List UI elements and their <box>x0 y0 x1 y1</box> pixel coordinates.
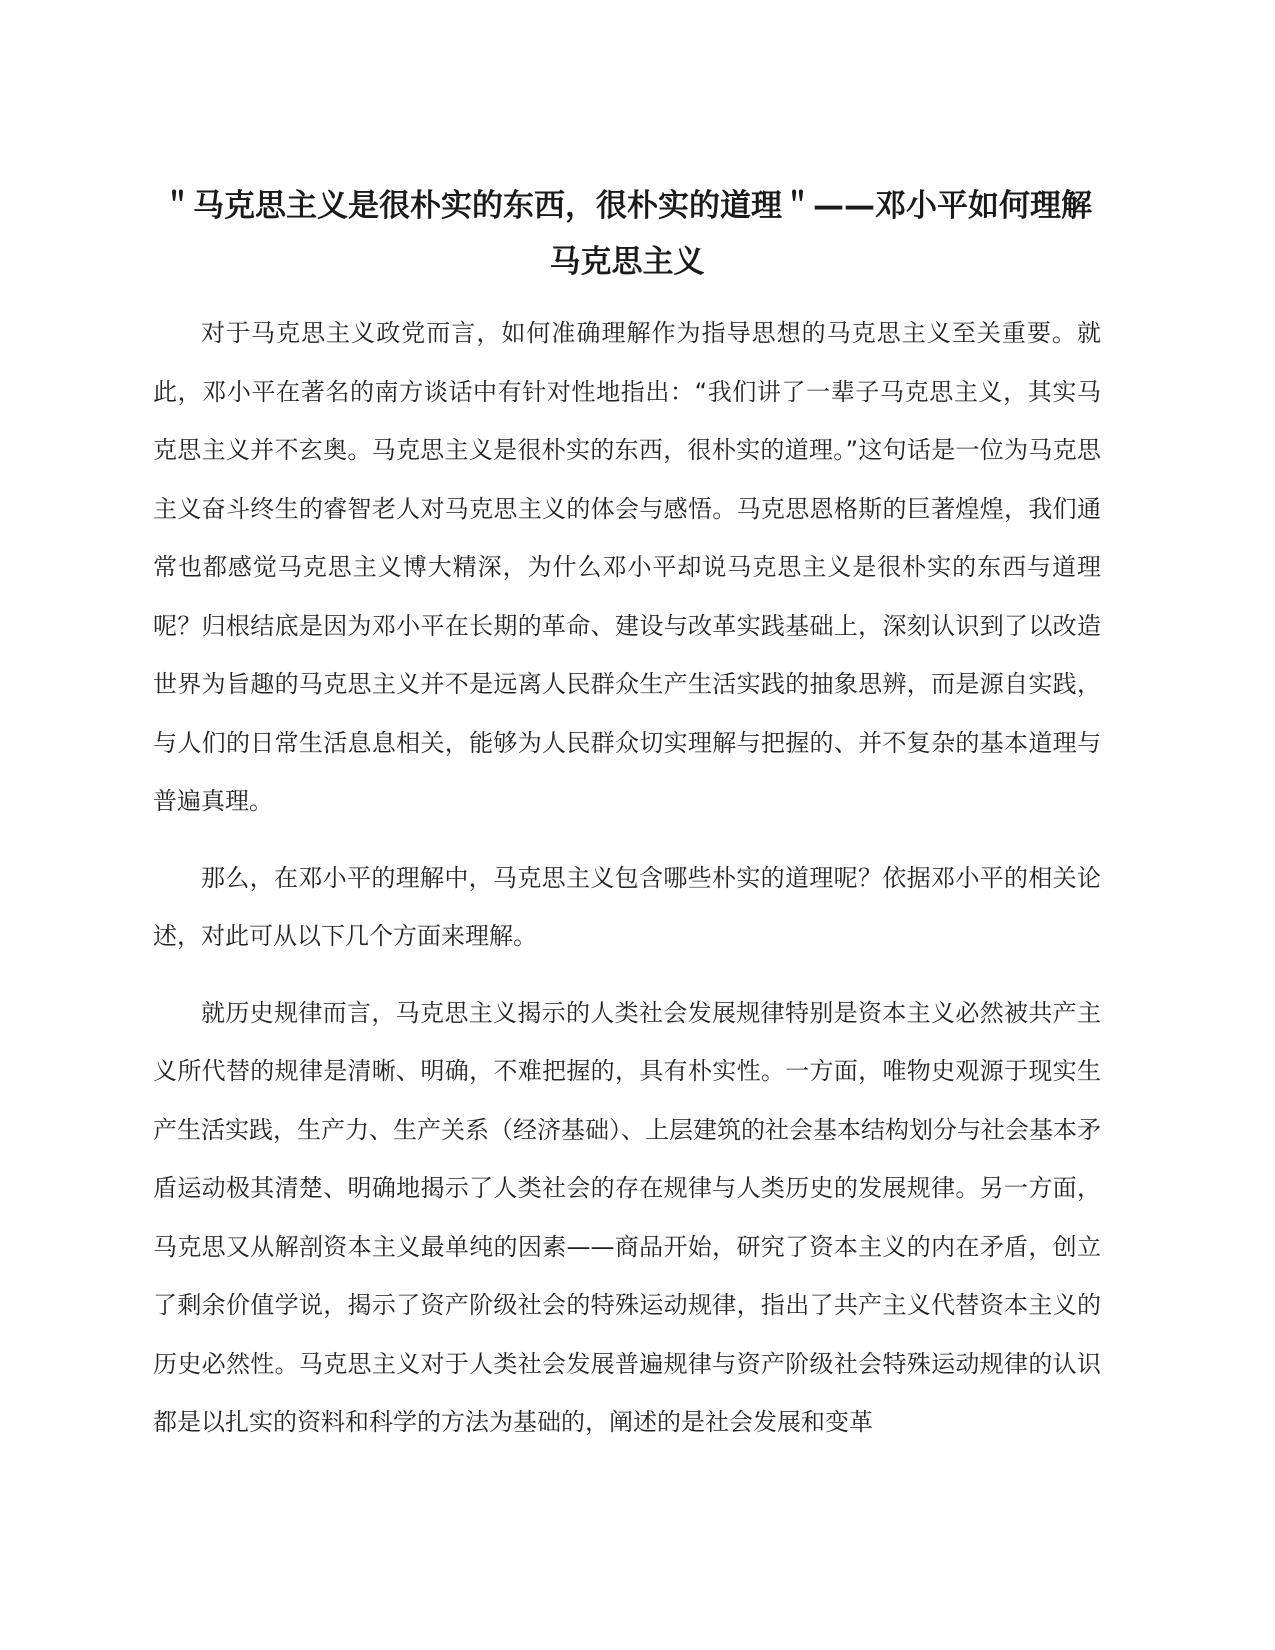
paragraph-historical-law: 就历史规律而言，马克思主义揭示的人类社会发展规律特别是资本主义必然被共产主义所代替的规律是清晰、明确，不难把握的，具有朴实性。一方面，唯物史观源于现实生产生活实践，生产力、生产关系（经济基础）、上层建筑的社会基本结构划分与社会基本矛盾运动极其清楚、明确地揭示了人类社会的存在规律与人类历史的发展规律。另一方面，马克思又从解剖资本主义最单纯的因素——商品开始，研究了资本主义的内在矛盾，创立了剩余价值学说，揭示了资产阶级社会的特殊运动规律，指出了共产主义代替资本主义的历史必然性。马克思主义对于人类社会发展普遍规律与资产阶级社会特殊运动规律的认识都是以扎实的资料和科学的方法为基础的，阐述的是社会发展和变革 <box>153 998 1101 1436</box>
paragraph-intro: 对于马克思主义政党而言，如何准确理解作为指导思想的马克思主义至关重要。就此，邓小平在著名的南方谈话中有针对性地指出：“我们讲了一辈子马克思主义，其实马克思主义并不玄奥。马克思主义是很朴实的东西，很朴实的道理。”这句话是一位为马克思主义奋斗终生的睿智老人对马克思主义的体会与感悟。马克思恩格斯的巨著煌煌，我们通常也都感觉马克思主义博大精深，为什么邓小平却说马克思主义是很朴实的东西与道理呢？归根结底是因为邓小平在长期的革命、建设与改革实践基础上，深刻认识到了以改造世界为旨趣的马克思主义并不是远离人民群众生产生活实践的抽象思辨，而是源自实践，与人们的日常生活息息相关，能够为人民群众切实理解与把握的、并不复杂的基本道理与普遍真理。 <box>153 319 1101 815</box>
document-body <box>153 178 1101 1470</box>
paragraph-question: 那么，在邓小平的理解中，马克思主义包含哪些朴实的道理呢？依据邓小平的相关论述，对此可从以下几个方面来理解。 <box>153 863 1101 950</box>
document-title: ＂马克思主义是很朴实的东西，很朴实的道理＂——邓小平如何理解马克思主义 <box>162 188 1092 280</box>
